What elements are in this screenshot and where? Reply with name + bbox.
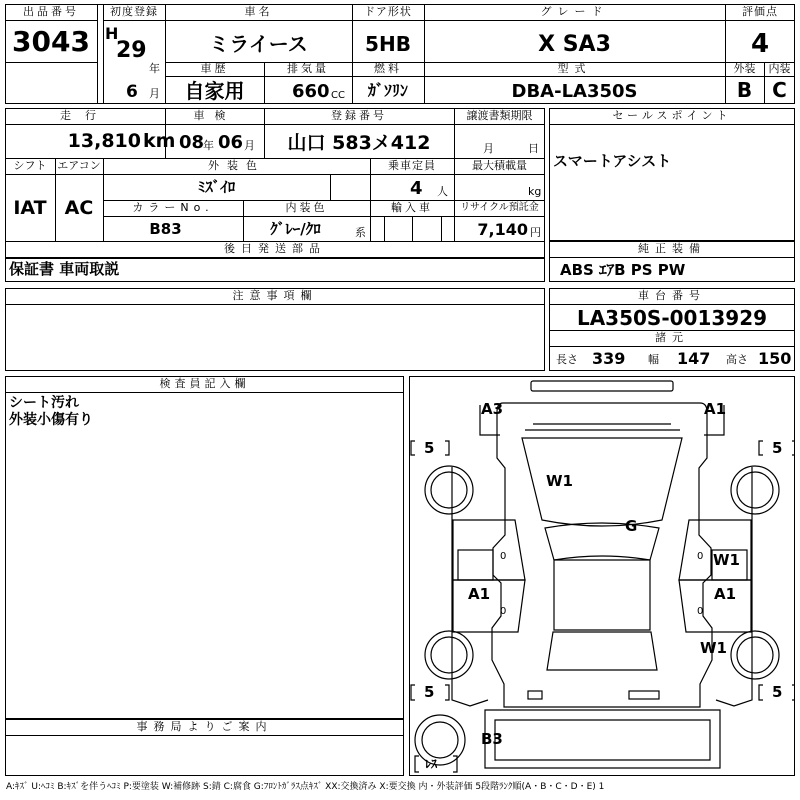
displacement: 660 [292, 81, 330, 102]
sales-point-box [549, 108, 795, 241]
door-type: 5HB [365, 32, 411, 56]
damage-mark-a3: A3 [481, 400, 504, 418]
inspection-month-unit: 月 [244, 139, 255, 152]
back-door [495, 720, 710, 760]
import-car-label: 輸入車 [391, 201, 433, 214]
specs-label: 諸元 [655, 331, 689, 344]
later-parts-label: 後日発送部品 [224, 242, 326, 255]
plate-number: 山口 583メ412 [287, 132, 431, 154]
vehicle-history: 自家用 [184, 79, 245, 103]
car-name-label: 車名 [244, 5, 273, 18]
width-value: 147 [677, 349, 711, 368]
zero-mark-right-rear: 0 [697, 606, 704, 617]
rear-bumper [485, 710, 720, 768]
tire-tread-front-right: 5 [772, 439, 783, 457]
fuel-label: 燃料 [374, 62, 402, 75]
inspection-month: 06 [218, 132, 244, 153]
length-label: 長さ [556, 353, 578, 366]
exterior-score-label: 外装 [733, 62, 756, 75]
displacement-label: 排気量 [287, 62, 329, 75]
cc-unit: CC [331, 90, 345, 101]
wheel-front-right [731, 466, 779, 514]
spare-tire-status: ﾚｽ [425, 757, 438, 771]
era-letter: H [105, 24, 119, 43]
later-parts: 保証書 車両取説 [9, 260, 120, 278]
max-load-label: 最大積載量 [472, 159, 527, 172]
registration-month: 6 [126, 82, 138, 102]
left-tail-lamp [528, 691, 542, 699]
damage-legend: A:ｷｽﾞ U:ﾍｺﾐ B:ｷｽﾞを伴うﾍｺﾐ P:要塗装 W:補修跡 S:錆 C:腐食 G:ﾌﾛﾝﾄｶﾞﾗｽ点ｷｽﾞ XX:交換済み X:要交換 内・外装評価 5段階ﾗﾝｸ順(A・B・C・D・E) 1 [6, 782, 605, 792]
inspection-year-unit: 年 [203, 139, 214, 152]
transfer-month-unit: 月 [483, 142, 494, 155]
damage-mark-w1-hood: W1 [546, 472, 573, 490]
width-label: 幅 [648, 353, 659, 366]
air-conditioner-label: エアコン [57, 159, 101, 172]
inspection-label: 車検 [193, 109, 236, 122]
length-value: 339 [592, 349, 626, 368]
transfer-day-unit: 日 [528, 142, 539, 155]
grade-label: グレード [540, 5, 609, 18]
zero-mark-left-rear: 0 [500, 606, 507, 617]
year-unit: 年 [149, 62, 160, 75]
inspector-note-2: 外装小傷有り [9, 412, 93, 428]
damage-mark-a1-right: A1 [714, 585, 737, 603]
zero-mark-left-front: 0 [500, 551, 507, 562]
damage-mark-b3: B3 [481, 730, 503, 748]
exterior-color-label: 外装色 [208, 159, 265, 172]
km-unit: km [143, 130, 176, 152]
color-number: B83 [149, 220, 182, 238]
damage-mark-a1-left: A1 [468, 585, 491, 603]
genuine-equipment-label: 純正装備 [638, 242, 706, 255]
damage-mark-w1-right-front: W1 [713, 551, 740, 569]
mileage-label: 走行 [60, 109, 110, 122]
overall-score: 4 [750, 29, 770, 59]
exterior-score: B [736, 78, 753, 102]
hood-front-lines [525, 424, 680, 430]
shift-label: シフト [13, 159, 47, 172]
registration-year: 29 [116, 38, 147, 63]
history-label: 車歴 [200, 62, 229, 75]
inspector-notes-label: 検査員記入欄 [159, 377, 250, 390]
capacity-label: 乗車定員 [388, 159, 436, 172]
left-front-window [458, 550, 493, 580]
inspector-note-1: シート汚れ [9, 395, 79, 411]
exterior-color: ﾐｽﾞｲﾛ [197, 178, 236, 196]
plate-label: 登録番号 [331, 109, 387, 122]
rear-window [547, 632, 657, 670]
zero-mark-right-front: 0 [697, 551, 704, 562]
door-type-label: ドア形状 [364, 5, 412, 18]
height-value: 150 [758, 349, 792, 368]
windshield [545, 523, 659, 560]
interior-color-label: 内装色 [285, 201, 328, 214]
tire-tread-rear-right: 5 [772, 683, 783, 701]
grade: X SA3 [538, 32, 611, 57]
shift: IAT [13, 197, 47, 219]
sales-point-label: セールスポイント [612, 109, 732, 122]
lot-number: 3043 [12, 25, 90, 58]
car-name: ミライース [209, 32, 308, 56]
recycle-fee: 7,140 [477, 220, 528, 239]
interior-color-suffix: 系 [355, 226, 366, 239]
month-unit: 月 [149, 87, 160, 100]
model-code: DBA-LA350S [511, 81, 638, 102]
right-tail-lamp [629, 691, 659, 699]
wheel-front-left [425, 466, 473, 514]
score-label: 評価点 [742, 5, 778, 18]
office-notice-label: 事務局よりご案内 [136, 720, 273, 733]
model-code-label: 型式 [557, 62, 592, 75]
tire-tread-rear-left: 5 [424, 683, 435, 701]
color-number-label: カラーNo. [132, 201, 214, 214]
chassis-number-label: 車台番号 [638, 289, 706, 302]
damage-mark-w1-right-rear: W1 [700, 639, 727, 657]
car-damage-diagram [409, 376, 795, 776]
fuel-type: ｶﾞｿﾘﾝ [367, 81, 408, 100]
recycle-fee-label: リサイクル預託金 [460, 202, 539, 213]
capacity-unit: 人 [437, 185, 448, 198]
interior-score-label: 内装 [768, 62, 791, 75]
transfer-deadline-label: 譲渡書類期限 [466, 109, 533, 122]
capacity: 4 [410, 178, 423, 199]
yen-unit: 円 [530, 226, 541, 239]
height-label: 高さ [726, 353, 748, 366]
interior-score: C [772, 78, 787, 102]
load-unit: kg [528, 185, 542, 198]
chassis-number: LA350S-0013929 [576, 306, 768, 330]
genuine-equipment: ABS ｴｱB PS PW [560, 261, 686, 279]
wheel-rear-right [731, 631, 779, 679]
mileage: 13,810 [67, 130, 141, 152]
front-bumper [531, 381, 673, 391]
notes-label: 注意事項欄 [232, 289, 318, 302]
sales-point: スマートアシスト [553, 152, 672, 170]
roof [554, 560, 650, 630]
interior-color: ｸﾞﾚｰ/ｸﾛ [270, 220, 321, 238]
lot-number-label: 出品番号 [23, 5, 79, 18]
wheel-rear-left [425, 631, 473, 679]
first-registration-label: 初度登録 [110, 5, 158, 18]
inspection-year: 08 [179, 132, 205, 153]
air-conditioner: AC [64, 197, 94, 219]
damage-mark-a1-front: A1 [704, 400, 727, 418]
damage-mark-g-glass: G [625, 517, 638, 535]
tire-tread-front-left: 5 [424, 439, 435, 457]
